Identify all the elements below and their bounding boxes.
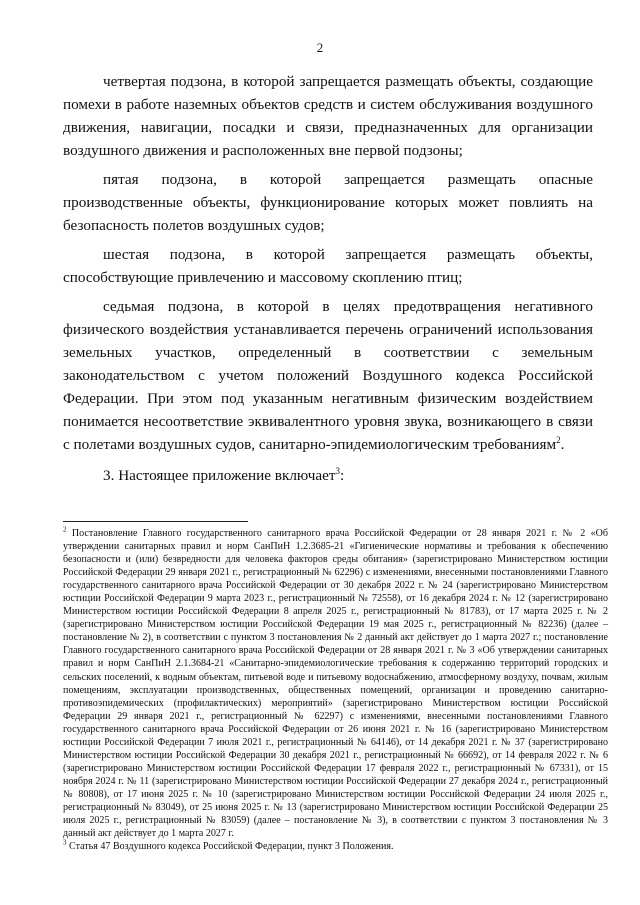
paragraph-subzone-7-text: седьмая подзона, в которой в целях предотвращения негативного физического воздействия устанавливается перечень ограничений использования земельных участков, определенный в соответствии с земельным законодательством с учетом положений Воздушного кодекса Российской Федерации. При этом под указанным негативным физическим воздействием понимается несоответствие эквивалентного уровня звука, возникающего в связи с полетами воздушных судов, санитарно-эпидемиологическим требованиям [63,298,593,453]
footnote-2-text: Постановление Главного государственного санитарного врача Российской Федерации от 28 января 2021 г. № 2 «Об утверждении санитарных правил и норм СанПиН 1.2.3685-21 «Гигиенические нормативы и требования к обеспечению безопасности и (или) безвредности для человека факторов среды обитания» (зарегистрировано Министерством юстиции Российской Федерации 29 января 2021 г., регистрационный № 62296) с изменениями, внесенными постановлениями Главного государственного санитарного врача Российской Федерации от 30 декабря 2022 г. № 24 (зарегистрировано Министерством юстиции Российской Федерации 9 марта 2023 г., регистрационный № 72558), от 16 декабря 2024 г. № 12 (зарегистрировано Министерством юстиции Российской Федерации 8 апреля 2025 г., регистрационный № 81783), от 17 марта 2025 г. № 2 (зарегистрировано Министерством юстиции Российской Федерации 19 мая 2025 г., регистрационный № 82236) (далее – постановление № 2), в соответствии с пунктом 3 постановления № 2 данный акт действует до 1 марта 2027 г.; постановление Главного государственного санитарного врача Российской Федерации от 28 января 2021 г. № 3 «Об утверждении санитарных правил и норм СанПиН 2.1.3684-21 «Санитарно-эпидемиологические требования к содержанию территорий городских и сельских поселений, к водным объектам, питьевой воде и питьевому водоснабжению, атмосферному воздуху, почвам, жилым помещениям, эксплуатации производственных, общественных помещений, организации и проведению санитарно-противоэпидемических (профилактических) мероприятий» (зарегистрировано Министерством юстиции Российской Федерации 29 января 2021 г., регистрационный № 62297) с изменениями, внесенными постановлениями Главного государственного санитарного врача Российской Федерации от 26 июня 2021 г. № 16 (зарегистрировано Министерством юстиции Российской Федерации 7 июля 2021 г., регистрационный № 64146), от 14 декабря 2021 г. № 37 (зарегистрировано Министерством юстиции Российской Федерации 30 декабря 2021 г., регистрационный № 66692), от 14 февраля 2022 г. № 6 (зарегистрировано Министерством юстиции Российской Федерации 17 февраля 2022 г., регистрационный № 67331), от 15 ноября 2024 г. № 11 (зарегистрировано Министерством юстиции Российской Федерации 27 декабря 2024 г., регистрационный № 80808), от 17 июня 2025 г. № 10 (зарегистрировано Министерством юстиции Российской Федерации 24 июля 2025 г., регистрационный № 83049), от 25 июня 2025 г. № 13 (зарегистрировано Министерством юстиции Российской Федерации 25 июля 2025 г., регистрационный № 83059) (далее – постановление № 3), в соответствии с пунктом 3 постановления № 3 данный акт действует до 1 марта 2027 г. [63,528,608,840]
paragraph-subzone-5: пятая подзона, в которой запрещается размещать опасные производственные объекты, функционирование которых может повлиять на безопасность полетов воздушных судов; [63,171,593,234]
footnote-separator [63,521,248,522]
footnote-ref-2[interactable]: 2 [556,434,561,445]
footnote-3-text: Статья 47 Воздушного кодекса Российской Федерации, пункт 3 Положения. [66,841,394,853]
footnote-3 [63,840,608,853]
body-text [63,70,593,487]
paragraph-item-3 [63,464,593,487]
footnote-2 [63,527,608,840]
footnote-3-mark: 3 [63,838,67,847]
paragraph-subzone-4: четвертая подзона, в которой запрещается размещать объекты, создающие помехи в работе наземных объектов средств и систем обслуживания воздушного движения, навигации, посадки и связи, предназначенных для организации воздушного движения и расположенных вне первой подзоны; [63,73,593,159]
paragraph-subzone-6: шестая подзона, в которой запрещается размещать объекты, способствующие привлечению и массовому скоплению птиц; [63,246,593,286]
page-number: 2 [316,40,324,55]
paragraph-subzone-7: седьмая подзона, в которой в целях предотвращения негативного физического воздействия устанавливается перечень ограничений использования земельных участков, определенный в соответствии с земельным законодательством с учетом положений Воздушного кодекса Российской Федерации. При этом под указанным негативным физическим воздействием понимается несоответствие эквивалентного уровня звука, возникающего в связи с полетами воздушных судов, санитарно-эпидемиологическим требованиям$^2$. [63,298,593,453]
footnote-2-mark: 2 [63,525,67,534]
paragraph-item-3-text: 3. Настоящее приложение включает [103,467,336,484]
footnotes [63,527,608,853]
footnote-ref-3[interactable]: 3 [335,465,340,476]
paragraph-item-3-colon: : [339,467,345,484]
